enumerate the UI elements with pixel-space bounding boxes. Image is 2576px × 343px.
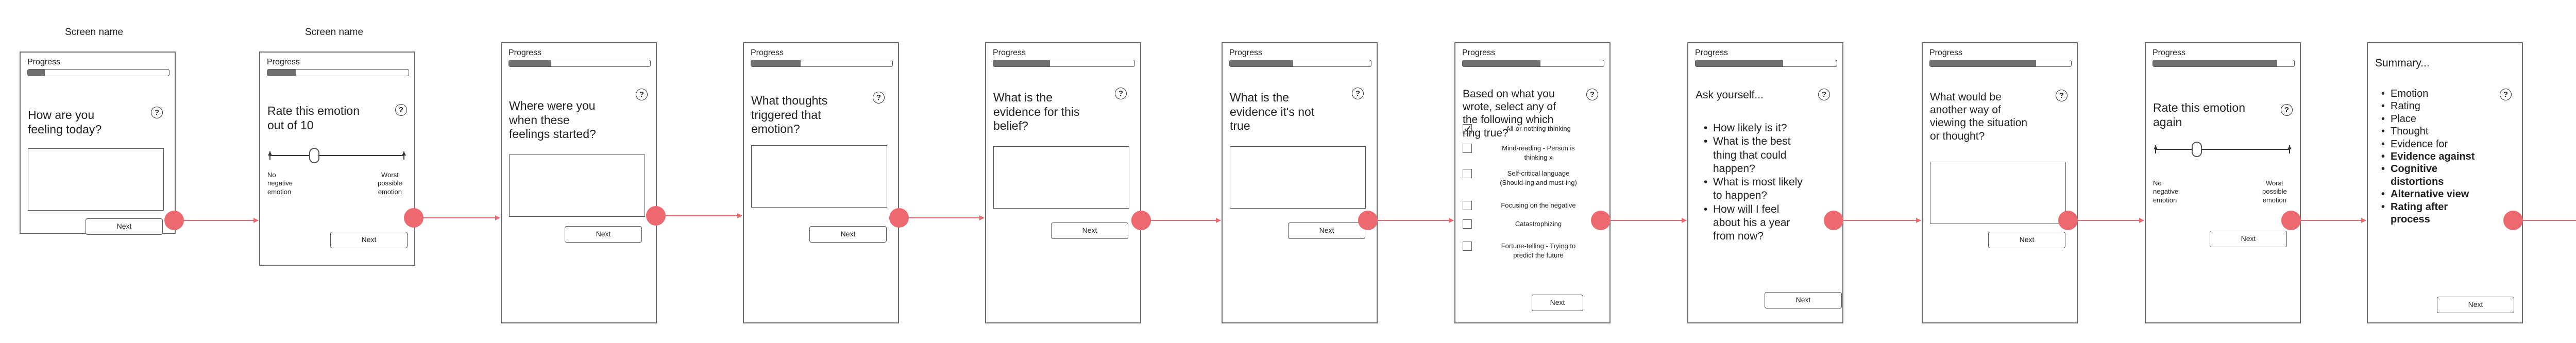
next-button[interactable]: Next [1765,292,1842,308]
checkbox[interactable] [1463,219,1472,229]
list-item: • How will I feel [1704,203,1780,215]
place-input[interactable] [509,155,645,217]
screen-name-label: Screen name [65,27,124,38]
help-icon[interactable]: ? [2281,104,2293,116]
flow-connector [1358,211,1378,230]
list-item: from now? [1713,230,1764,242]
distortion-option[interactable] [1463,219,1605,229]
help-icon[interactable]: ? [636,89,648,100]
summary-item: process [2391,213,2430,225]
distortion-option[interactable] [1463,169,1605,187]
progress-fill [1696,60,1783,66]
flow-connector [1824,211,1843,230]
option-label: Mind-reading - Person is thinking x [1502,144,1575,162]
question-text: Rate this emotion out of 10 [267,104,360,132]
checkbox[interactable] [1463,169,1472,178]
slider-max-label: Worst possible emotion [378,171,402,196]
section-title: Ask yourself... [1696,89,1764,101]
screen-thoughts [743,42,899,323]
feeling-input[interactable] [28,148,164,211]
progress-label: Progress [1695,48,1728,57]
option-label: Fortune-telling - Trying to predict the future [1501,242,1576,260]
progress-bar [1462,60,1604,67]
question-text: What would be another way of viewing the situation or thought? [1930,91,2028,142]
summary-list [2381,88,2475,226]
rating-slider[interactable] [2153,138,2292,161]
progress-bar [267,69,409,76]
help-icon[interactable]: ? [151,107,163,118]
progress-fill [28,70,45,76]
checkbox[interactable] [1463,144,1472,153]
list-item: • How likely is it? [1704,122,1787,134]
progress-label: Progress [751,48,784,57]
progress-bar [2153,60,2295,67]
list-item: about his a year [1713,216,1790,229]
question-text: What thoughts triggered that emotion? [751,94,828,136]
slider-thumb [310,148,319,163]
next-button[interactable]: Next [330,232,408,248]
progress-bar [993,60,1135,67]
progress-fill [267,70,296,76]
next-button[interactable]: Next [1288,222,1365,239]
next-button[interactable]: Next [1532,295,1583,311]
help-icon[interactable]: ? [1115,88,1127,99]
screen-alternative-view [1922,42,2078,323]
distortion-option[interactable] [1463,242,1605,260]
screen-place [501,42,657,323]
help-icon[interactable]: ? [2056,90,2067,101]
section-title: Summary... [2375,57,2430,69]
evidence-for-input[interactable] [993,146,1129,209]
summary-item: distortions [2391,176,2444,187]
question-text: Where were you when these feelings started? [509,99,596,141]
progress-label: Progress [993,48,1026,57]
progress-label: Progress [27,58,61,66]
rating-slider[interactable] [267,144,406,167]
next-button[interactable]: Next [86,218,163,235]
question-text: Based on what you wrote, select any of the following which ring true? [1463,88,1556,139]
option-label: Self-critical language (Should-ing and must-ing) [1500,169,1577,187]
progress-bar [1929,60,2072,67]
checkmark-icon [1463,125,1471,133]
next-button[interactable]: Next [2210,231,2287,247]
progress-fill [509,60,551,66]
slider-thumb [2192,142,2201,157]
next-button[interactable]: Next [1051,222,1128,239]
progress-bar [751,60,893,67]
alternative-view-input[interactable] [1930,162,2066,224]
flow-connector [2058,211,2078,230]
screen-evidence-for [985,42,1141,323]
thought-input[interactable] [751,145,887,208]
next-button[interactable]: Next [2437,297,2514,313]
summary-item: • Rating [2381,100,2420,112]
progress-fill [1930,60,2036,66]
help-icon[interactable]: ? [1352,88,1364,99]
flow-connector [404,208,423,228]
checkbox-checked[interactable] [1463,124,1472,133]
option-label: All-or-nothing thinking [1506,125,1571,132]
next-button[interactable]: Next [565,226,642,243]
progress-label: Progress [1929,48,1963,57]
distortion-option[interactable] [1463,144,1605,162]
help-icon[interactable]: ? [873,92,885,104]
question-text: What is the evidence for this belief? [993,91,1080,133]
list-item: happen? [1713,162,1755,175]
screen-summary [2367,42,2523,323]
screen-evidence-against [1222,42,1378,323]
distortion-option[interactable] [1463,201,1605,210]
summary-item: • Evidence for [2381,138,2448,150]
progress-bar [509,60,651,67]
progress-label: Progress [509,48,542,57]
option-label: Focusing on the negative [1501,201,1576,209]
screen-rate-emotion [259,52,415,266]
screen-feeling [20,52,176,234]
question-text: Rate this emotion again [2153,101,2245,129]
screen-rate-again [2145,42,2301,323]
progress-bar [1229,60,1371,67]
summary-item: • Emotion [2381,88,2429,99]
screen-name-label: Screen name [305,27,364,38]
progress-label: Progress [1462,48,1496,57]
flow-connector [2281,211,2301,230]
list-item: thing that could [1713,149,1787,161]
progress-fill [1230,60,1293,66]
list-item: • What is most likely [1704,176,1803,188]
evidence-against-input[interactable] [1230,146,1366,209]
slider-max-label: Worst possible emotion [2262,179,2287,204]
progress-fill [2153,60,2277,66]
checkbox[interactable] [1463,201,1472,210]
flow-connector [1131,211,1151,230]
slider-min-label: No negative emotion [2153,179,2179,204]
summary-item: • Alternative view [2381,188,2469,200]
progress-label: Progress [2153,48,2186,57]
checkbox[interactable] [1463,242,1472,251]
help-icon[interactable]: ? [2500,89,2512,100]
option-label: Catastrophizing [1515,220,1562,228]
help-icon[interactable]: ? [1818,89,1830,100]
question-text: What is the evidence it's not true [1230,91,1315,133]
flow-connector [2503,211,2523,230]
summary-item: • Place [2381,113,2417,125]
list-item: • What is the best [1704,135,1791,148]
screen-distortions [1454,42,1611,323]
summary-item: • Thought [2381,126,2429,138]
screen-ask-yourself [1687,42,1843,323]
next-button[interactable]: Next [1988,232,2065,248]
question-text: How are you feeling today? [28,108,102,136]
progress-label: Progress [1229,48,1263,57]
reflection-list [1704,122,1803,243]
summary-item: • Evidence against [2381,150,2475,162]
list-item: to happen? [1713,190,1768,202]
next-button[interactable]: Next [809,226,887,243]
help-icon[interactable]: ? [1586,89,1598,100]
progress-label: Progress [267,58,300,66]
progress-fill [993,60,1050,66]
slider-min-label: No negative emotion [267,171,293,196]
progress-fill [1463,60,1540,66]
progress-bar [27,69,170,76]
help-icon[interactable]: ? [395,104,407,116]
distortion-option[interactable] [1463,124,1605,133]
summary-item: • Cognitive [2381,163,2438,175]
progress-bar [1695,60,1837,67]
progress-fill [751,60,801,66]
flow-connector [164,211,184,230]
flow-connector [889,208,909,228]
summary-item: • Rating after [2381,201,2448,213]
flow-connector [646,206,666,226]
flow-connector [1591,211,1611,230]
